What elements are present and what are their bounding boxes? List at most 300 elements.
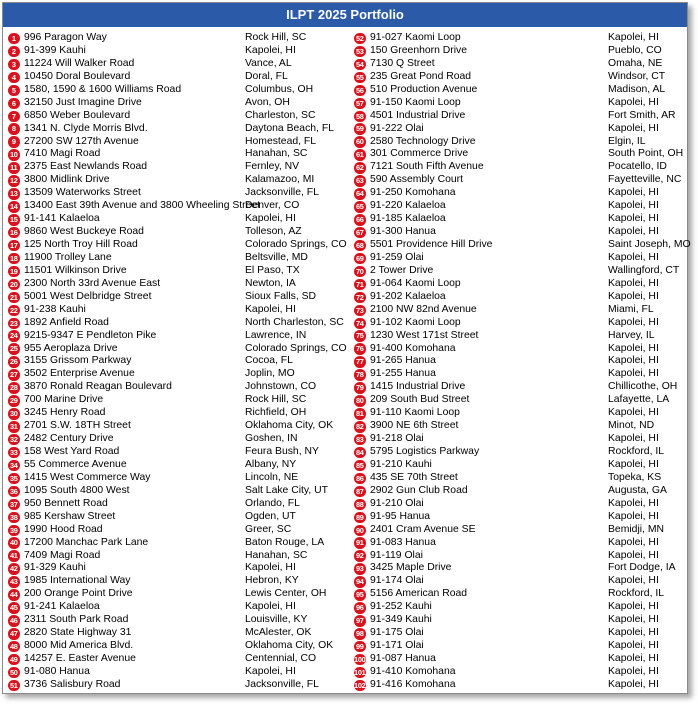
property-row	[8, 420, 344, 433]
property-city: Kapolei, HI	[608, 614, 659, 626]
property-city: Johnstown, CO	[245, 381, 317, 393]
property-number-badge: 88	[355, 499, 364, 509]
property-address: 27200 SW 127th Avenue	[24, 135, 139, 147]
property-city: McAlester, OK	[245, 627, 312, 639]
property-city: Greer, SC	[245, 523, 292, 535]
property-row	[8, 265, 344, 278]
property-row	[354, 562, 684, 575]
property-city: Fernley, NV	[245, 161, 300, 173]
property-address: 700 Marine Drive	[24, 394, 104, 406]
property-row	[8, 498, 344, 511]
property-row	[354, 71, 684, 84]
property-number-badge: 96	[355, 603, 364, 613]
property-city: Kapolei, HI	[608, 458, 659, 470]
property-number-badge: 63	[355, 176, 364, 186]
property-number-badge: 36	[9, 486, 18, 496]
property-row	[8, 174, 344, 187]
property-address: 2375 East Newlands Road	[24, 161, 148, 173]
property-city: Colorado Springs, CO	[245, 342, 347, 354]
property-number-badge: 48	[9, 641, 18, 651]
property-city: Kapolei, HI	[608, 549, 659, 561]
property-row	[8, 588, 344, 601]
property-address: 9860 West Buckeye Road	[24, 226, 144, 238]
property-row	[8, 407, 344, 420]
property-address: 5156 American Road	[370, 588, 468, 600]
property-number-badge: 84	[355, 447, 364, 457]
property-address: 3800 Midlink Drive	[24, 174, 110, 186]
property-address: 13509 Waterworks Street	[24, 187, 141, 199]
property-number-badge: 69	[355, 253, 364, 263]
property-number-badge: 25	[9, 344, 18, 354]
property-address: 91-175 Olai	[370, 627, 424, 639]
property-number-badge: 91	[355, 538, 364, 548]
property-number-badge: 71	[355, 279, 364, 289]
property-number-badge: 73	[355, 305, 364, 315]
property-address: 950 Bennett Road	[24, 497, 108, 509]
property-row	[8, 511, 344, 524]
property-number-badge: 21	[9, 292, 18, 302]
property-address: 2820 State Highway 31	[24, 627, 132, 639]
property-number-badge: 97	[355, 616, 364, 626]
property-address: 125 North Troy Hill Road	[24, 239, 138, 250]
property-address: 150 Greenhorn Drive	[370, 44, 468, 56]
property-number-badge: 42	[9, 564, 18, 574]
property-address: 91-399 Kauhi	[24, 44, 86, 56]
property-city: Kapolei, HI	[608, 678, 659, 690]
property-number-badge: 11	[8, 162, 20, 174]
property-address: 11900 Trolley Lane	[24, 251, 112, 263]
property-address: 590 Assembly Court	[370, 174, 463, 186]
property-number-badge: 67	[355, 227, 364, 237]
property-city: Hanahan, SC	[245, 148, 308, 160]
property-row	[354, 278, 684, 291]
property-address: 91-252 Kauhi	[370, 601, 432, 613]
property-number-badge: 45	[9, 603, 18, 613]
property-row	[354, 213, 684, 226]
property-address: 91-265 Hanua	[370, 355, 436, 367]
property-city: Kapolei, HI	[245, 562, 296, 574]
property-number-badge: 100	[354, 654, 366, 664]
property-row	[354, 394, 684, 407]
property-address: 2 Tower Drive	[370, 264, 434, 276]
property-city: Kapolei, HI	[608, 213, 659, 225]
property-address: 235 Great Pond Road	[370, 70, 472, 82]
property-number-badge: 5	[8, 85, 20, 97]
property-number-badge: 3	[8, 59, 20, 71]
property-city: Saint Joseph, MO	[608, 239, 691, 250]
property-city: Rockford, IL	[608, 588, 665, 600]
property-address: 91-083 Hanua	[370, 536, 436, 548]
property-address: 1095 South 4800 West	[24, 484, 130, 496]
property-city: Kapolei, HI	[245, 665, 296, 677]
property-row	[354, 355, 684, 368]
portfolio-panel	[2, 2, 691, 694]
property-address: 1230 West 171st Street	[370, 329, 479, 341]
property-number-badge: 32	[9, 434, 18, 444]
property-row	[8, 679, 344, 692]
property-row	[354, 653, 684, 666]
property-address: 158 West Yard Road	[24, 446, 120, 457]
property-city: Augusta, GA	[608, 484, 667, 496]
property-row	[354, 459, 684, 472]
property-city: Kapolei, HI	[245, 44, 296, 56]
property-address: 91-150 Kaomi Loop	[370, 96, 461, 108]
property-row	[354, 136, 684, 149]
property-address: 91-171 Olai	[370, 640, 424, 652]
property-number-badge: 58	[355, 111, 364, 121]
property-number-badge: 26	[9, 357, 18, 367]
property-address: 91-241 Kalaeloa	[24, 601, 100, 613]
property-address: 200 Orange Point Drive	[24, 588, 133, 600]
property-row	[354, 317, 684, 330]
property-number-badge: 16	[9, 227, 18, 237]
property-address: 435 SE 70th Street	[370, 471, 458, 483]
property-city: Feura Bush, NY	[245, 446, 319, 457]
property-city: Pocatello, ID	[608, 161, 667, 173]
property-row	[8, 226, 344, 239]
property-number-badge: 55	[355, 72, 364, 82]
property-number-badge: 6	[8, 98, 20, 110]
property-address: 209 South Bud Street	[370, 394, 470, 406]
property-number-badge: 94	[355, 577, 364, 587]
property-city: Kapolei, HI	[608, 640, 659, 652]
property-row	[354, 226, 684, 239]
property-row	[354, 588, 684, 601]
property-number-badge: 89	[355, 512, 364, 522]
property-row	[354, 252, 684, 265]
property-city: Cocoa, FL	[245, 355, 293, 367]
property-row	[8, 614, 344, 627]
property-city: Avon, OH	[245, 96, 290, 108]
property-city: North Charleston, SC	[245, 316, 344, 328]
property-address: 91-329 Kauhi	[24, 562, 86, 574]
property-row	[354, 97, 684, 110]
property-row	[354, 485, 684, 498]
property-address: 2300 North 33rd Avenue East	[24, 277, 161, 289]
property-city: Colorado Springs, CO	[245, 239, 347, 250]
property-city: Goshen, IN	[245, 433, 298, 445]
property-row	[8, 381, 344, 394]
property-row	[354, 174, 684, 187]
property-number-badge: 53	[355, 46, 364, 56]
property-number-badge: 43	[9, 577, 18, 587]
property-city: Chillicothe, OH	[608, 381, 678, 393]
property-address: 7130 Q Street	[370, 57, 435, 69]
property-row	[8, 394, 344, 407]
portfolio-title: ILPT 2025 Portfolio	[3, 3, 687, 27]
property-row	[8, 291, 344, 304]
property-number-badge: 23	[9, 318, 18, 328]
property-number-badge: 59	[355, 124, 364, 134]
property-city: Ogden, UT	[245, 510, 296, 522]
property-number-badge: 17	[9, 240, 18, 250]
property-address: 9215-9347 E Pendleton Pike	[24, 329, 157, 341]
property-number-badge: 57	[355, 98, 364, 108]
property-city: Lewis Center, OH	[245, 588, 327, 600]
property-city: Jacksonville, FL	[245, 187, 319, 199]
property-number-badge: 46	[9, 616, 18, 626]
property-city: Charleston, SC	[245, 109, 316, 121]
property-number-badge: 62	[355, 163, 364, 173]
property-number-badge: 44	[9, 590, 18, 600]
property-city: Joplin, MO	[245, 368, 295, 380]
property-address: 1415 West Commerce Way	[24, 471, 151, 483]
property-number-badge: 30	[9, 409, 18, 419]
property-number-badge: 40	[9, 538, 18, 548]
property-city: Fayetteville, NC	[608, 174, 682, 186]
property-row	[354, 304, 684, 317]
property-number-badge: 14	[9, 202, 18, 212]
property-address: 7410 Magi Road	[24, 148, 101, 160]
property-number-badge: 79	[355, 383, 364, 393]
property-city: Madison, AL	[608, 83, 666, 95]
property-address: 32150 Just Imagine Drive	[24, 96, 142, 108]
property-address: 11224 Will Walker Road	[24, 57, 135, 69]
property-address: 91-222 Olai	[370, 122, 424, 134]
property-address: 2482 Century Drive	[24, 433, 114, 445]
property-number-badge: 38	[9, 512, 18, 522]
property-city: Newton, IA	[245, 277, 296, 289]
property-row	[354, 148, 684, 161]
property-address: 91-210 Olai	[370, 497, 424, 509]
property-city: Kalamazoo, MI	[245, 174, 315, 186]
property-number-badge: 31	[9, 422, 18, 432]
property-number-badge: 24	[9, 331, 18, 341]
property-number-badge: 39	[9, 525, 18, 535]
property-address: 91-185 Kalaeloa	[370, 213, 446, 225]
property-number-badge: 54	[355, 59, 364, 69]
property-city: Kapolei, HI	[608, 510, 659, 522]
property-number-badge: 29	[9, 396, 18, 406]
property-address: 7121 South Fifth Avenue	[370, 161, 484, 173]
property-city: Bemidji, MN	[608, 523, 665, 535]
property-row	[8, 355, 344, 368]
property-address: 8000 Mid America Blvd.	[24, 640, 134, 652]
property-row	[8, 653, 344, 666]
property-number-badge: 18	[9, 253, 18, 263]
property-city: Kapolei, HI	[608, 290, 659, 302]
property-address: 91-141 Kalaeloa	[24, 213, 100, 225]
property-number-badge: 83	[355, 434, 364, 444]
property-address: 91-218 Olai	[370, 433, 424, 445]
property-row	[8, 601, 344, 614]
property-number-badge: 41	[9, 551, 18, 561]
property-row	[8, 317, 344, 330]
property-number-badge: 10	[9, 150, 18, 160]
property-city: Orlando, FL	[245, 497, 300, 509]
property-number-badge: 75	[355, 331, 364, 341]
property-address: 2100 NW 82nd Avenue	[370, 303, 477, 315]
property-row	[8, 562, 344, 575]
property-city: Fort Dodge, IA	[608, 562, 676, 574]
property-row	[354, 420, 684, 433]
property-city: Wallingford, CT	[608, 264, 680, 276]
property-row	[354, 330, 684, 343]
property-city: Kapolei, HI	[608, 187, 659, 199]
property-number-badge: 22	[9, 305, 18, 315]
property-city: Kapolei, HI	[608, 653, 659, 664]
property-address: 14257 E. Easter Avenue	[24, 653, 136, 664]
property-number-badge: 56	[355, 85, 364, 95]
property-city: Kapolei, HI	[245, 601, 296, 613]
property-number-badge: 99	[355, 641, 364, 651]
property-row	[354, 381, 684, 394]
property-number-badge: 92	[355, 551, 364, 561]
property-city: Kapolei, HI	[608, 497, 659, 509]
property-city: Baton Rouge, LA	[245, 536, 325, 548]
property-row	[354, 368, 684, 381]
property-city: Tolleson, AZ	[245, 226, 302, 238]
property-number-badge: 7	[8, 111, 20, 123]
property-city: Kapolei, HI	[608, 316, 659, 328]
property-number-badge: 98	[355, 629, 364, 639]
property-city: Oklahoma City, OK	[245, 420, 334, 432]
property-city: Salt Lake City, UT	[245, 484, 328, 496]
property-address: 91-102 Kaomi Loop	[370, 316, 461, 328]
property-row	[354, 239, 691, 252]
property-address: 3736 Salisbury Road	[24, 678, 121, 690]
property-number-badge: 87	[355, 486, 364, 496]
property-row	[354, 550, 684, 563]
property-number-badge: 70	[355, 266, 364, 276]
property-number-badge: 4	[8, 72, 20, 84]
property-address: 985 Kershaw Street	[24, 510, 116, 522]
property-row	[8, 213, 344, 226]
property-address: 11501 Wilkinson Drive	[24, 264, 127, 276]
property-address: 3502 Enterprise Avenue	[24, 368, 135, 380]
property-number-badge: 49	[9, 654, 18, 664]
property-number-badge: 9	[8, 136, 20, 148]
property-row	[8, 200, 344, 213]
property-row	[8, 187, 344, 200]
property-city: Kapolei, HI	[608, 277, 659, 289]
property-number-badge: 66	[355, 215, 364, 225]
property-number-badge: 101	[354, 667, 366, 677]
property-address: 91-174 Olai	[370, 575, 424, 587]
property-row	[8, 485, 344, 498]
property-row	[354, 32, 684, 45]
property-city: Rock Hill, SC	[245, 32, 307, 43]
property-address: 91-95 Hanua	[370, 510, 431, 522]
property-row	[354, 614, 684, 627]
property-city: Richfield, OH	[245, 407, 307, 419]
property-number-badge: 8	[8, 123, 20, 135]
property-address: 955 Aeroplaza Drive	[24, 342, 118, 354]
property-address: 91-220 Kalaeloa	[370, 200, 446, 212]
property-row	[8, 84, 344, 97]
property-number-badge: 13	[9, 189, 18, 199]
property-address: 5001 West Delbridge Street	[24, 290, 152, 302]
property-number-badge: 82	[355, 422, 364, 432]
property-row	[354, 343, 684, 356]
property-row	[354, 84, 684, 97]
property-city: Kapolei, HI	[608, 575, 659, 587]
property-address: 91-110 Kaomi Loop	[370, 407, 460, 419]
property-row	[354, 524, 684, 537]
property-row	[354, 200, 684, 213]
property-number-badge: 20	[9, 279, 18, 289]
property-number-badge: 90	[355, 525, 364, 535]
property-row	[8, 330, 344, 343]
property-city: Albany, NY	[245, 458, 297, 470]
property-row	[8, 45, 344, 58]
property-row	[8, 640, 344, 653]
property-row	[8, 239, 347, 252]
property-list-right	[354, 32, 691, 692]
property-city: Louisville, KY	[245, 614, 308, 626]
property-address: 3900 NE 6th Street	[370, 420, 459, 432]
property-number-badge: 72	[355, 292, 364, 302]
property-row	[354, 45, 684, 58]
property-number-badge: 61	[355, 150, 364, 160]
property-row	[354, 640, 684, 653]
property-number-badge: 52	[355, 33, 364, 43]
property-number-badge: 85	[355, 460, 364, 470]
property-row	[8, 433, 344, 446]
property-city: Harvey, IL	[608, 329, 655, 341]
property-row	[8, 161, 344, 174]
property-row	[8, 550, 344, 563]
property-number-badge: 74	[355, 318, 364, 328]
property-number-badge: 1	[8, 33, 20, 45]
property-row	[354, 472, 684, 485]
property-row	[354, 123, 684, 136]
property-address: 5501 Providence Hill Drive	[370, 239, 493, 250]
property-city: Jacksonville, FL	[245, 678, 319, 690]
property-address: 3870 Ronald Reagan Boulevard	[24, 381, 172, 393]
property-number-badge: 12	[9, 176, 18, 186]
property-address: 2580 Technology Drive	[370, 135, 476, 147]
property-address: 3425 Maple Drive	[370, 562, 452, 574]
property-address: 5795 Logistics Parkway	[370, 446, 480, 457]
property-city: Columbus, OH	[245, 83, 314, 95]
property-number-badge: 76	[355, 344, 364, 354]
property-address: 3245 Henry Road	[24, 407, 106, 419]
property-row	[8, 368, 344, 381]
property-address: 2401 Cram Avenue SE	[370, 523, 476, 535]
property-address: 91-080 Hanua	[24, 665, 90, 677]
property-number-badge: 2	[8, 46, 20, 58]
property-address: 91-400 Komohana	[370, 342, 456, 354]
property-row	[8, 666, 344, 679]
property-row	[8, 342, 347, 356]
property-address: 1990 Hood Road	[24, 523, 103, 535]
property-address: 91-255 Hanua	[370, 368, 436, 380]
property-city: Kapolei, HI	[608, 355, 659, 367]
property-address: 1985 International Way	[24, 575, 131, 587]
property-number-badge: 15	[9, 215, 18, 225]
property-row	[8, 110, 344, 123]
property-row	[354, 110, 684, 123]
property-row	[8, 252, 344, 265]
property-number-badge: 50	[9, 667, 18, 677]
property-city: Kapolei, HI	[608, 665, 659, 677]
property-city: Beltsville, MD	[245, 251, 308, 263]
property-row	[8, 524, 344, 537]
property-number-badge: 102	[354, 680, 366, 690]
property-city: Vance, AL	[245, 57, 292, 69]
property-city: Sioux Falls, SD	[245, 290, 317, 302]
property-address: 91-238 Kauhi	[24, 303, 86, 315]
property-address: 91-250 Komohana	[370, 187, 456, 199]
property-address: 1580, 1590 & 1600 Williams Road	[24, 83, 182, 95]
property-row	[8, 97, 344, 110]
property-row	[8, 537, 344, 550]
property-address: 301 Commerce Drive	[370, 148, 469, 160]
property-row	[8, 472, 344, 485]
property-city: Kapolei, HI	[608, 368, 659, 380]
property-city: Kapolei, HI	[608, 251, 659, 263]
